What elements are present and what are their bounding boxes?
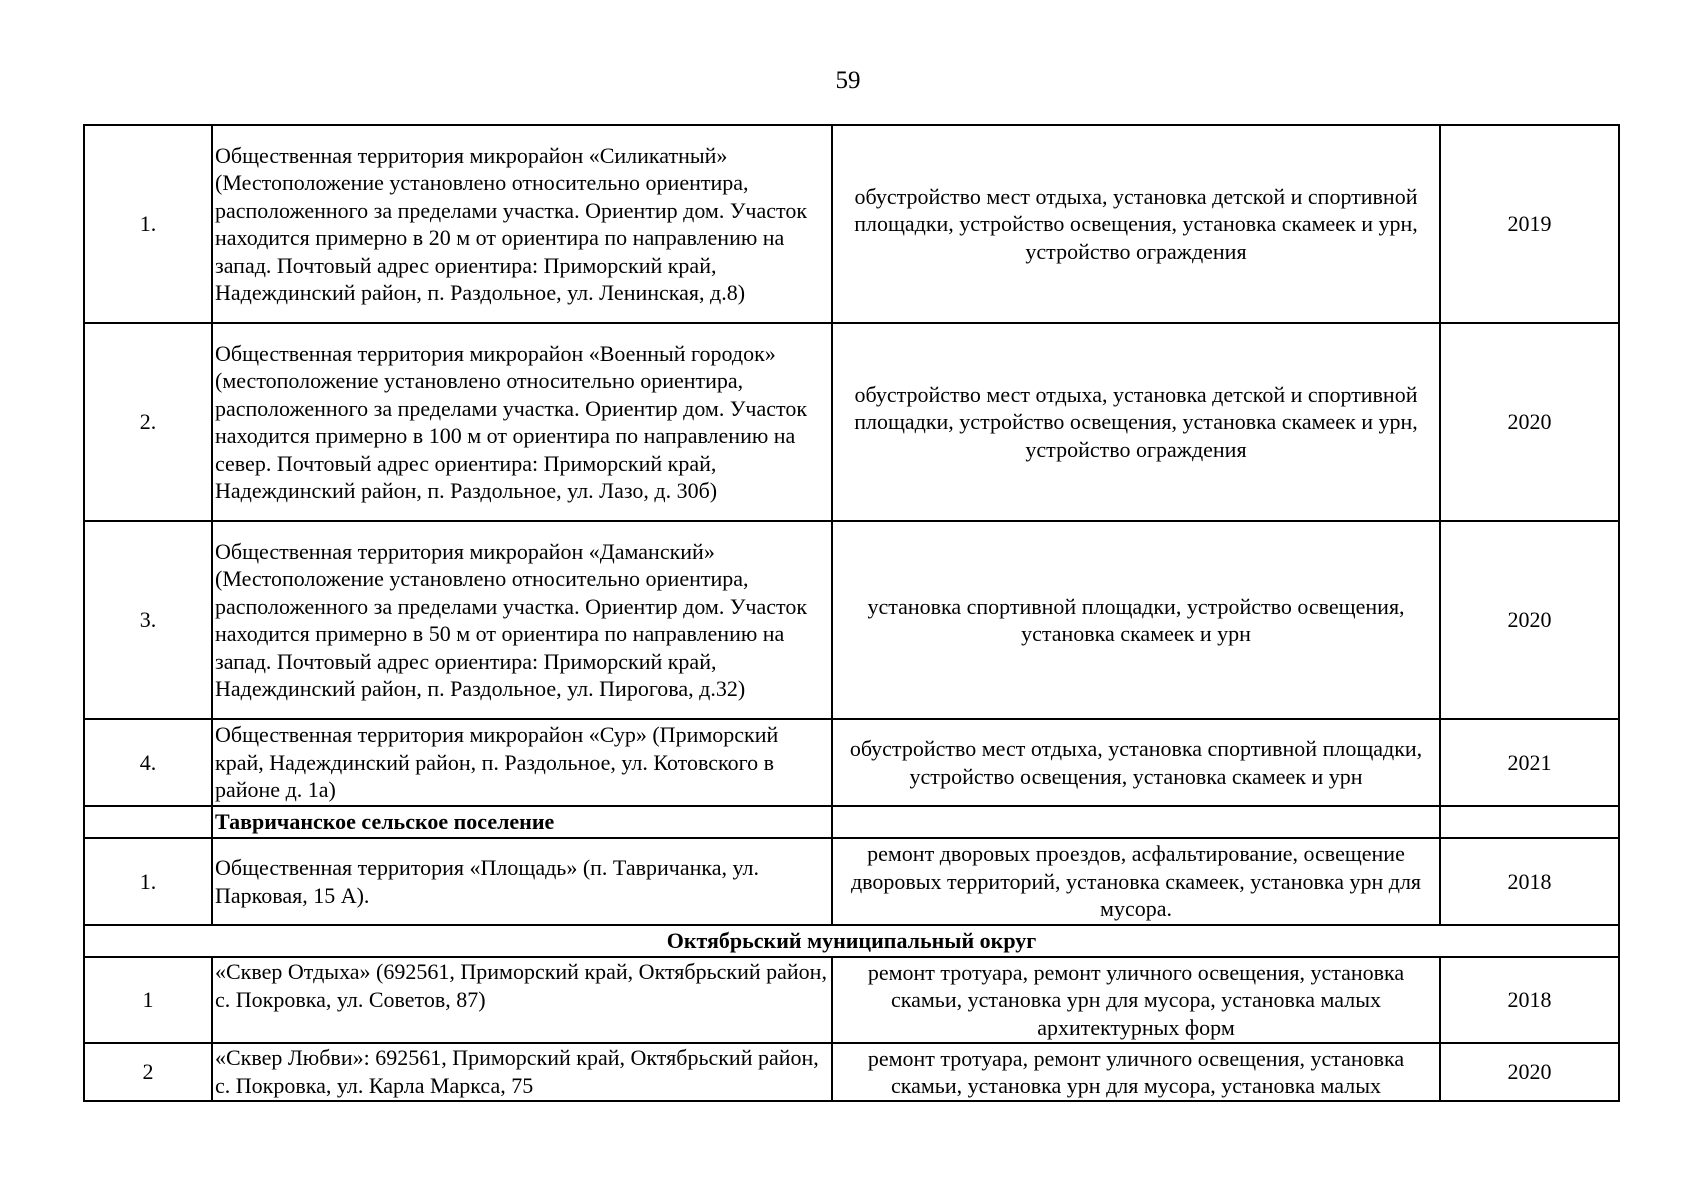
empty-cell [832,806,1440,838]
year-cell: 2020 [1440,323,1619,521]
territory-name: Общественная территория микрорайон «Даманский» (Местоположение установлено относительно ориентира, расположенного за пределами участка. Ориентир дом. Участок находится примерно в 50 м от ориентира по направлению на запад. Почтовый адрес ориентира: Приморский край, Надеждинский район, п. Раздольное, ул. Пирогова, д.32) [212,521,832,719]
table-row [84,957,1619,1043]
year-cell: 2021 [1440,719,1619,806]
territory-name: «Сквер Любви»: 692561, Приморский край, Октябрьский район, с. Покровка, ул. Карла Маркса, 75 [212,1043,832,1101]
table-row [84,521,1619,719]
year-cell: 2018 [1440,838,1619,925]
empty-cell [1440,806,1619,838]
empty-cell [84,806,212,838]
table-row [84,125,1619,323]
table-row [84,1043,1619,1101]
planned-works: обустройство мест отдыха, установка детской и спортивной площадки, устройство освещения, установка скамеек и урн, устройство ограждения [832,125,1440,323]
planned-works: ремонт дворовых проездов, асфальтирование, освещение дворовых территорий, установка скамеек, установка урн для мусора. [832,838,1440,925]
territory-name: «Сквер Отдыха» (692561, Приморский край, Октябрьский район, с. Покровка, ул. Советов, 87) [212,957,832,1043]
row-number: 4. [84,719,212,806]
territory-name: Общественная территория микрорайон «Сур» (Приморский край, Надеждинский район, п. Раздольное, ул. Котовского в районе д. 1а) [212,719,832,806]
row-number: 2 [84,1043,212,1101]
planned-works: ремонт тротуара, ремонт уличного освещения, установка скамьи, установка урн для мусора, установка малых [832,1043,1440,1101]
row-number: 1. [84,125,212,323]
planned-works: ремонт тротуара, ремонт уличного освещения, установка скамьи, установка урн для мусора, установка малых архитектурных форм [832,957,1440,1043]
section-title: Тавричанское сельское поселение [212,806,832,838]
improvement-table [83,124,1620,1102]
planned-works: установка спортивной площадки, устройство освещения, установка скамеек и урн [832,521,1440,719]
planned-works: обустройство мест отдыха, установка спортивной площадки, устройство освещения, установка скамеек и урн [832,719,1440,806]
table-row [84,719,1619,806]
district-title: Октябрьский муниципальный округ [84,925,1619,957]
year-cell: 2020 [1440,521,1619,719]
year-cell: 2019 [1440,125,1619,323]
year-cell: 2020 [1440,1043,1619,1101]
territory-name: Общественная территория микрорайон «Военный городок» (местоположение установлено относительно ориентира, расположенного за пределами участка. Ориентир дом. Участок находится примерно в 100 м от ориентира по направлению на север. Почтовый адрес ориентира: Приморский край, Надеждинский район, п. Раздольное, ул. Лазо, д. 30б) [212,323,832,521]
row-number: 3. [84,521,212,719]
year-cell: 2018 [1440,957,1619,1043]
row-number: 1 [84,957,212,1043]
row-number: 2. [84,323,212,521]
territory-name: Общественная территория микрорайон «Силикатный» (Местоположение установлено относительно ориентира, расположенного за пределами участка. Ориентир дом. Участок находится примерно в 20 м от ориентира по направлению на запад. Почтовый адрес ориентира: Приморский край, Надеждинский район, п. Раздольное, ул. Ленинская, д.8) [212,125,832,323]
page-number: 59 [835,67,861,94]
territory-name: Общественная территория «Площадь» (п. Тавричанка, ул. Парковая, 15 А). [212,838,832,925]
row-number: 1. [84,838,212,925]
district-row [84,925,1619,957]
section-row [84,806,1619,838]
planned-works: обустройство мест отдыха, установка детской и спортивной площадки, устройство освещения, установка скамеек и урн, устройство ограждения [832,323,1440,521]
table-row [84,323,1619,521]
table-row [84,838,1619,925]
